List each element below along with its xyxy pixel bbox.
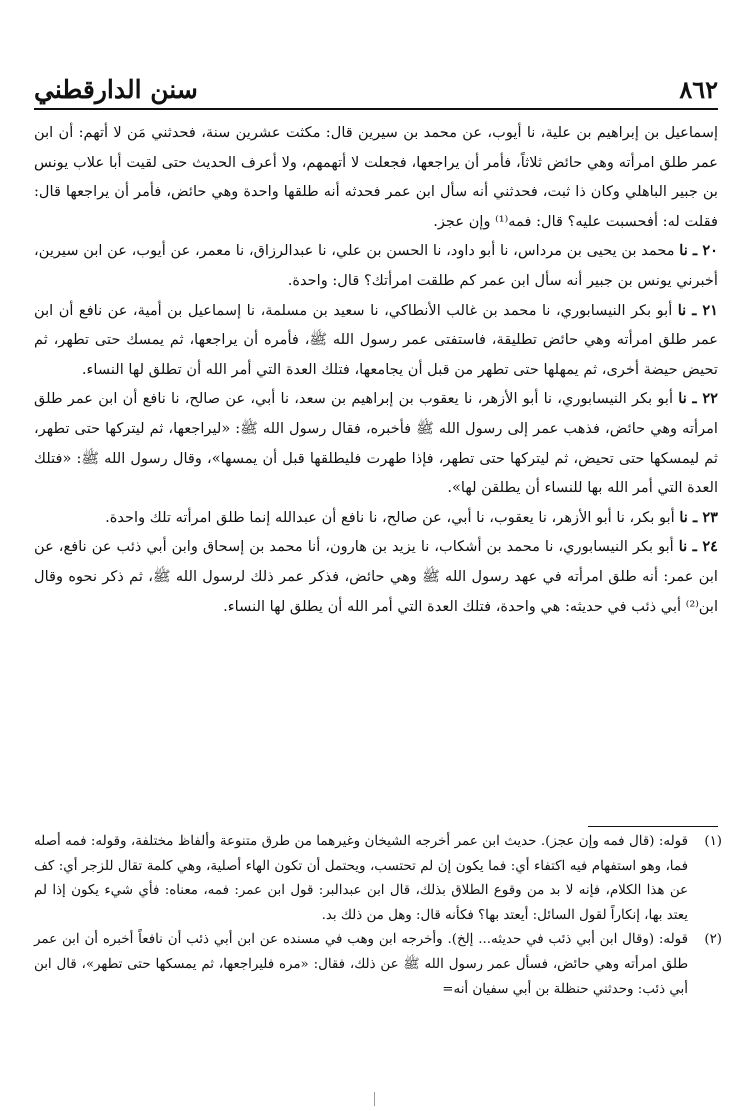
footnote-number: (٢) xyxy=(704,932,722,948)
page-header xyxy=(34,64,718,104)
paragraph: إسماعيل بن إبراهيم بن علية، نا أيوب، عن محمد بن سيرين قال: مكثت عشرين سنة، فحدثني مَن لا أتهم: أن ابن عمر طلق امرأته وهي حائض ثلاثاً، فأمر أن يراجعها، فجعلت لا أتهمهم، ولا أعرف الحديث حتى لقيت أبا علاب يونس بن جبير الباهلي وكان ذا ثبت، فحدثني أنه سأل ابن عمر فحدثه أنه طلقها واحدة وهي حائض، فأمر أن يراجعها قال: فقلت له: أفحسبت عليه؟ قال: فمه⁽¹⁾ وإن عجز. xyxy=(34,124,718,230)
footnote-text: قوله: (وقال ابن أبي ذئب في حديثه... إلخ). وأخرجه ابن وهب في مسنده عن ابن أبي ذئب أن نافعاً أخبره أن ابن عمر طلق امرأته وهي حائض، فسأل عمر رسول الله ﷺ عن ذلك، فقال: «مره فليراجعها، ثم يمسكها حتى تطهر»، قال ابن أبي ذئب: وحدثني حنظلة بن أبي سفيان أنه= xyxy=(34,932,688,997)
footnote-number: (١) xyxy=(704,834,722,849)
hadith-21: ٢١ ـ نا أبو بكر النيسابوري، نا محمد بن غالب الأنطاكي، نا سعيد بن مسلمة، نا إسماعيل بن أمية، عن نافع أن ابن عمر طلق امرأته وهي حائض تطليقة، فاستفتى عمر رسول الله ﷺ، فأمره أن يراجعها، ثم يمسك حتى تطهر، ثم تحيض حيضة أخرى، ثم يمهلها حتى تطهر من قبل أن يجامعها، فتلك العدة التي أمر الله أن تطلق لها النساء. xyxy=(34,301,718,378)
hadith-24: ٢٤ ـ نا أبو بكر النيسابوري، نا محمد بن أشكاب، نا يزيد بن هارون، أنا محمد بن إسحاق وابن أبي ذئب عن نافع، عن ابن عمر: أنه طلق امرأته في عهد رسول الله ﷺ وهي حائض، فذكر عمر ذلك لرسول الله ﷺ، ثم ذكر نحوه وقال ابن⁽²⁾ أبي ذئب في حديثه: هي واحدة، فتلك العدة التي أمر الله أن يطلق لها النساء. xyxy=(34,538,718,615)
header-rule xyxy=(34,108,718,110)
hadith-23: ٢٣ ـ نا أبو بكر، نا أبو الأزهر، نا يعقوب، نا أبي، عن صالح، نا نافع أن عبدالله إنما طلق امرأته تلك واحدة. xyxy=(105,508,718,526)
footnote-text: قوله: (قال فمه وإن عجز). حديث ابن عمر أخرجه الشيخان وغيرهما من طرق متنوعة وألفاظ مختلفة، وقوله: فمه أصله فما، وهو استفهام فيه اكتفاء أي: فما يكون إن لم تحتسب، ويحتمل أن تكون الهاء أصلية، وهي كلمة تقال للزجر أي: كف عن هذا الكلام، فإنه لا بد من وقوع الطلاق بذلك، قال ابن عبدالبر: قول ابن عمر: فمه، معناه: فأي شيء يكون إذا لم يعتد بها، إنكاراً لقول السائل: أيعتد بها؟ فكأنه قال: وهل من ذلك بد. xyxy=(34,834,688,923)
footnote-1 xyxy=(34,830,722,928)
book-title: سنن الدارقطني xyxy=(34,75,198,104)
footnotes xyxy=(34,830,722,1002)
footnote-2 xyxy=(34,928,722,1002)
hadith-20: ٢٠ ـ نا محمد بن يحيى بن مرداس، نا أبو داود، نا الحسن بن علي، نا عبدالرزاق، نا معمر، عن أيوب، عن ابن سيرين، أخبرني يونس بن جبير أنه سأل ابن عمر كم طلقت امرأتك؟ قال: واحدة. xyxy=(34,242,718,289)
main-text xyxy=(34,118,718,621)
gutter-mark xyxy=(374,1092,375,1106)
page-number: ٨٦٢ xyxy=(679,75,718,104)
hadith-22: ٢٢ ـ نا أبو بكر النيسابوري، نا أبو الأزهر، نا يعقوب بن إبراهيم بن سعد، نا أبي، عن صالح، نا نافع أن ابن عمر طلق امرأته وهي حائض، فذهب عمر إلى رسول الله ﷺ فأخبره، فقال رسول الله ﷺ: «ليراجعها، ثم ليتركها حتى تطهر، ثم ليمسكها حتى تحيض، ثم ليتركها حتى تطهر، فإذا طهرت فليطلقها قبل أن يمسها»، وقال رسول الله ﷺ: «فتلك العدة التي أمر الله بها للنساء أن يطلقن لها». xyxy=(34,390,718,497)
footnote-rule xyxy=(588,826,718,827)
